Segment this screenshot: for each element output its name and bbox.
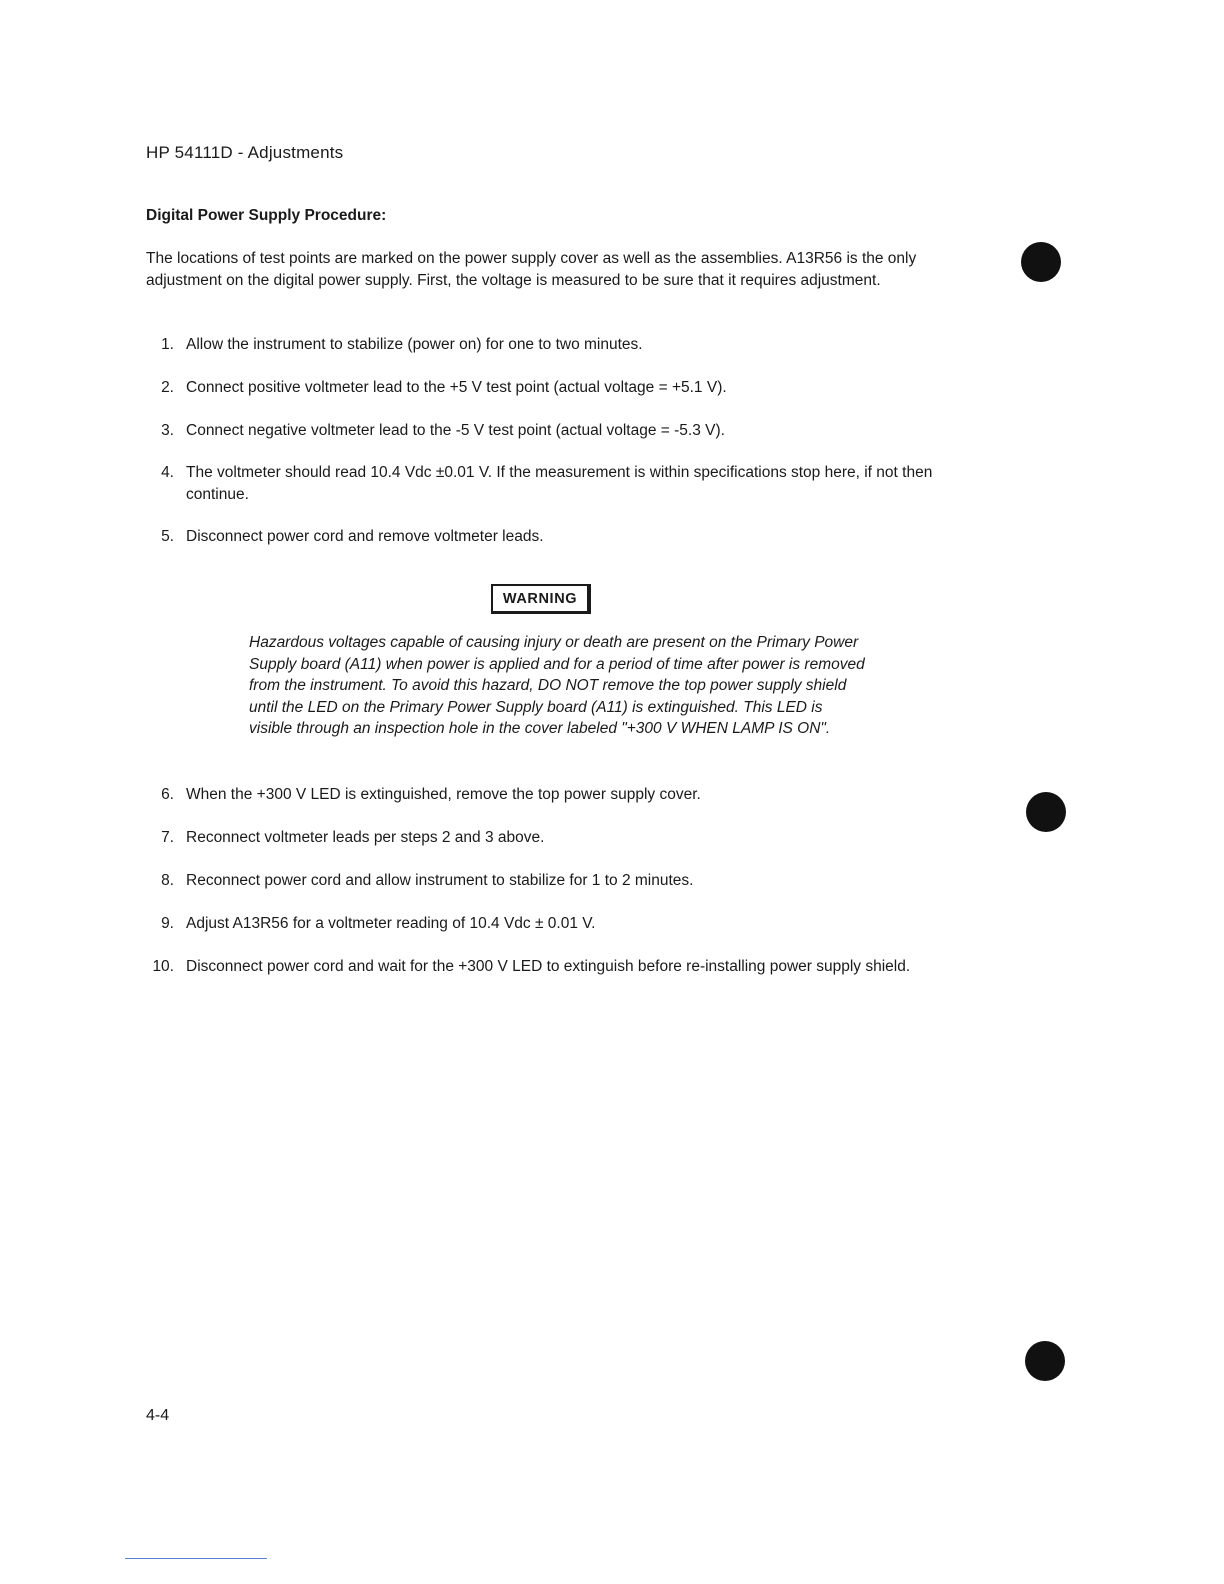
step-4 <box>146 462 976 505</box>
step-text: Connect negative voltmeter lead to the -5 V test point (actual voltage = -5.3 V). <box>186 422 725 439</box>
page-header: HP 54111D - Adjustments <box>146 143 344 162</box>
step-8 <box>146 870 976 892</box>
step-number: 4. <box>161 464 174 481</box>
step-number: 9. <box>161 915 174 932</box>
step-6 <box>146 784 976 806</box>
step-number: 1. <box>161 336 174 353</box>
step-text: The voltmeter should read 10.4 Vdc ±0.01 V. If the measurement is within specifications stop here, if not then continue. <box>186 464 933 503</box>
footer-rule <box>125 1558 267 1559</box>
step-number: 2. <box>161 379 174 396</box>
step-text: Adjust A13R56 for a voltmeter reading of 10.4 Vdc ± 0.01 V. <box>186 915 596 932</box>
warning-label: WARNING <box>491 584 591 614</box>
step-10 <box>146 956 976 978</box>
intro-paragraph: The locations of test points are marked on the power supply cover as well as the assemblies. A13R56 is the only adjustment on the digital power supply. First, the voltage is measured to be sure that it requires adjustment. <box>146 250 917 289</box>
binder-hole-icon <box>1025 1341 1065 1381</box>
page-number: 4-4 <box>146 1407 170 1424</box>
step-text: Reconnect power cord and allow instrument to stabilize for 1 to 2 minutes. <box>186 872 694 889</box>
binder-hole-icon <box>1021 242 1061 282</box>
binder-hole-icon <box>1026 792 1066 832</box>
step-text: Reconnect voltmeter leads per steps 2 and 3 above. <box>186 829 545 846</box>
section-title: Digital Power Supply Procedure: <box>146 207 387 224</box>
warning-text: Hazardous voltages capable of causing injury or death are present on the Primary Power Supply board (A11) when power is applied and for a period of time after power is removed from the instrument. To avoid this hazard, DO NOT remove the top power supply shield until the LED on the Primary Power Supply board (A11) is extinguished. This LED is visible through an inspection hole in the cover labeled "+300 V WHEN LAMP IS ON". <box>249 634 865 737</box>
step-number: 6. <box>161 786 174 803</box>
step-9 <box>146 913 976 935</box>
step-3 <box>146 420 976 442</box>
step-text: Disconnect power cord and wait for the +300 V LED to extinguish before re-installing power supply shield. <box>186 958 911 975</box>
step-1 <box>146 334 976 356</box>
step-number: 8. <box>161 872 174 889</box>
step-number: 7. <box>161 829 174 846</box>
step-text: Disconnect power cord and remove voltmeter leads. <box>186 528 544 545</box>
step-text: Allow the instrument to stabilize (power on) for one to two minutes. <box>186 336 643 353</box>
step-number: 10. <box>152 958 174 975</box>
step-text: When the +300 V LED is extinguished, remove the top power supply cover. <box>186 786 701 803</box>
step-number: 3. <box>161 422 174 439</box>
step-text: Connect positive voltmeter lead to the +5 V test point (actual voltage = +5.1 V). <box>186 379 727 396</box>
step-7 <box>146 827 976 849</box>
step-2 <box>146 377 976 399</box>
step-number: 5. <box>161 528 174 545</box>
step-5 <box>146 526 976 548</box>
